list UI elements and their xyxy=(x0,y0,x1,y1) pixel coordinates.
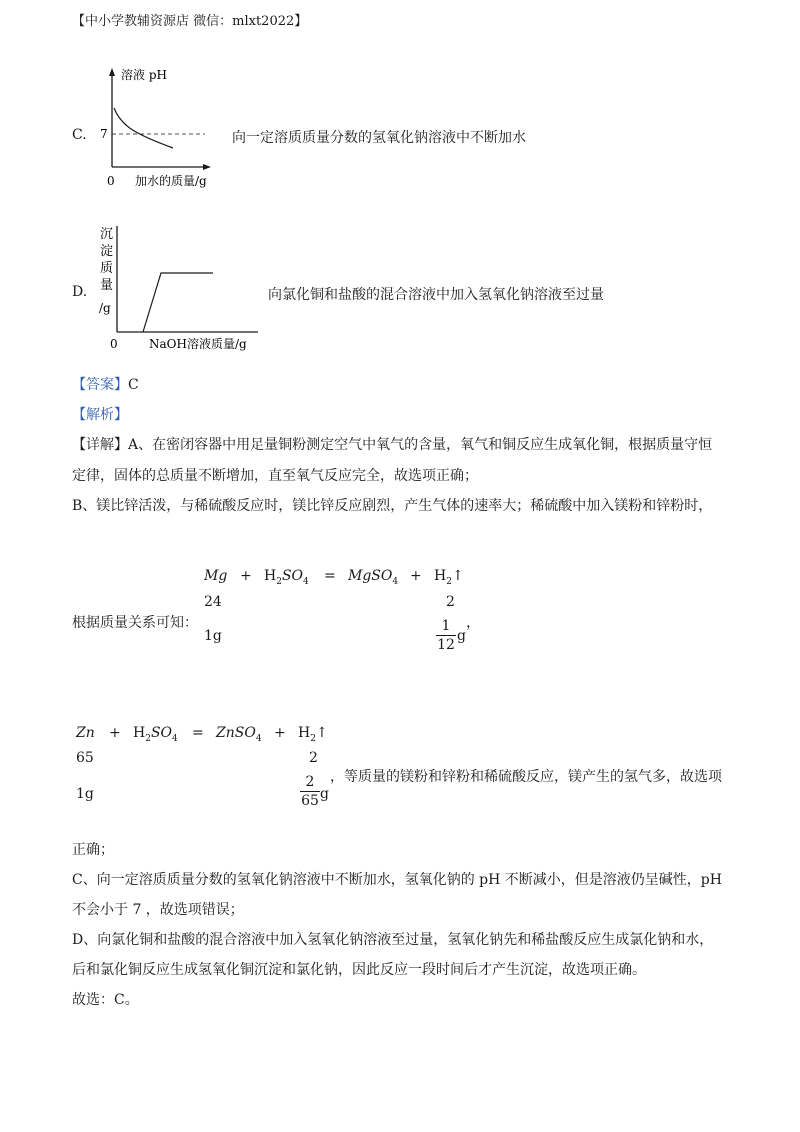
mg-mass-reactant: 24 xyxy=(204,594,222,610)
detail-tag: 【详解】 xyxy=(72,437,128,453)
detail-line-3: B、镁比锌活泼，与稀硫酸反应时，镁比锌反应剧烈，产生气体的速率大；稀硫酸中加入镁粉和锌粉时， xyxy=(72,498,713,514)
zn-equals: = xyxy=(192,725,204,741)
mg-plus-2: + xyxy=(410,568,422,584)
option-c-chart xyxy=(95,64,235,194)
option-c-label: C. xyxy=(72,127,87,143)
body-line-correct: 正确； xyxy=(72,842,114,858)
zn-salt: ZnSO$_4$ xyxy=(216,725,262,744)
body-line-final: 故选：C。 xyxy=(72,992,139,1008)
body-line-d1: D、向氯化铜和盐酸的混合溶液中加入氢氧化钠溶液至过量，氢氧化钠先和稀盐酸反应生成氯化钠和水， xyxy=(72,932,714,948)
d-precipitate-line xyxy=(143,273,213,332)
c-tick-7: 7 xyxy=(100,127,108,141)
option-d-description: 向氯化铜和盐酸的混合溶液中加入氢氧化钠溶液至过量 xyxy=(268,287,604,303)
mg-plus-1: + xyxy=(240,568,252,584)
mg-fraction: 1 12 xyxy=(437,618,455,653)
analysis-tag: 【解析】 xyxy=(72,407,128,423)
d-ylabel-4: 量 xyxy=(100,278,114,293)
c-ylabel: 溶液 pH xyxy=(121,68,167,82)
detail-line-2: 定律，固体的总质量不断增加，直至氧气反应完全，故选项正确； xyxy=(72,468,478,484)
detail-line-1: A、在密闭容器中用足量铜粉测定空气中氧气的含量，氧气和铜反应生成氧化铜，根据质量守恒 xyxy=(128,437,713,453)
zn-acid: $H_2SO_4$ xyxy=(133,725,178,744)
d-ylabel-5: /g xyxy=(99,301,111,315)
option-c-description: 向一定溶质质量分数的氢氧化钠溶液中不断加水 xyxy=(232,130,526,146)
body-line-c1: C、向一定溶质质量分数的氢氧化钠溶液中不断加水，氢氧化钠的 pH 不断减小，但是溶液仍呈碱性，pH xyxy=(72,872,722,888)
mg-salt: MgSO$_4$ xyxy=(348,568,399,587)
mg-acid: $H_2SO_4$ xyxy=(264,568,309,587)
zn-given: 1g xyxy=(76,786,94,802)
d-xlabel: NaOH溶液质量/g xyxy=(149,337,247,351)
zn-mass-reactant: 65 xyxy=(76,750,94,766)
mg-mass-gas: 2 xyxy=(446,594,455,610)
answer-value: C xyxy=(128,377,139,393)
zn-plus-2: + xyxy=(274,725,286,741)
mg-reactant: Mg xyxy=(204,568,228,584)
zn-frac-unit: g xyxy=(320,786,329,802)
c-ph-curve xyxy=(114,108,173,148)
c-xlabel: 加水的质量/g xyxy=(135,174,207,188)
zn-plus-1: + xyxy=(109,725,121,741)
mg-prefix: 根据质量关系可知： xyxy=(72,615,198,631)
body-line-c2: 不会小于 7 ，故选项错误； xyxy=(72,902,244,918)
d-ylabel-3: 质 xyxy=(100,261,114,276)
zn-gas: $H_2↑$ xyxy=(298,725,328,744)
d-ylabel-2: 淀 xyxy=(100,244,114,259)
mg-suffix: ， xyxy=(466,615,480,631)
answer-tag: 【答案】 xyxy=(72,377,128,393)
zn-mass-gas: 2 xyxy=(309,750,318,766)
c-origin: 0 xyxy=(107,174,115,188)
mg-gas: $H_2↑$ xyxy=(434,568,464,587)
option-d-chart xyxy=(95,222,265,356)
d-origin: 0 xyxy=(110,337,118,351)
mg-frac-unit: g xyxy=(457,628,466,644)
c-y-arrow xyxy=(109,68,115,76)
zn-suffix: ，等质量的镁粉和锌粉和稀硫酸反应，镁产生的氢气多，故选项 xyxy=(330,769,722,785)
d-ylabel-1: 沉 xyxy=(100,227,114,242)
zn-fraction: 2 65 xyxy=(301,774,319,809)
c-x-arrow xyxy=(203,164,211,170)
mg-equals: = xyxy=(324,568,336,584)
mg-given: 1g xyxy=(204,628,222,644)
header-text: 【中小学教辅资源店 微信：mlxt2022】 xyxy=(72,14,308,29)
zn-reactant: Zn xyxy=(76,725,95,741)
option-d-label: D. xyxy=(72,284,88,300)
body-line-d2: 后和氯化铜反应生成氢氧化铜沉淀和氯化钠，因此反应一段时间后才产生沉淀，故选项正确。 xyxy=(72,962,646,978)
